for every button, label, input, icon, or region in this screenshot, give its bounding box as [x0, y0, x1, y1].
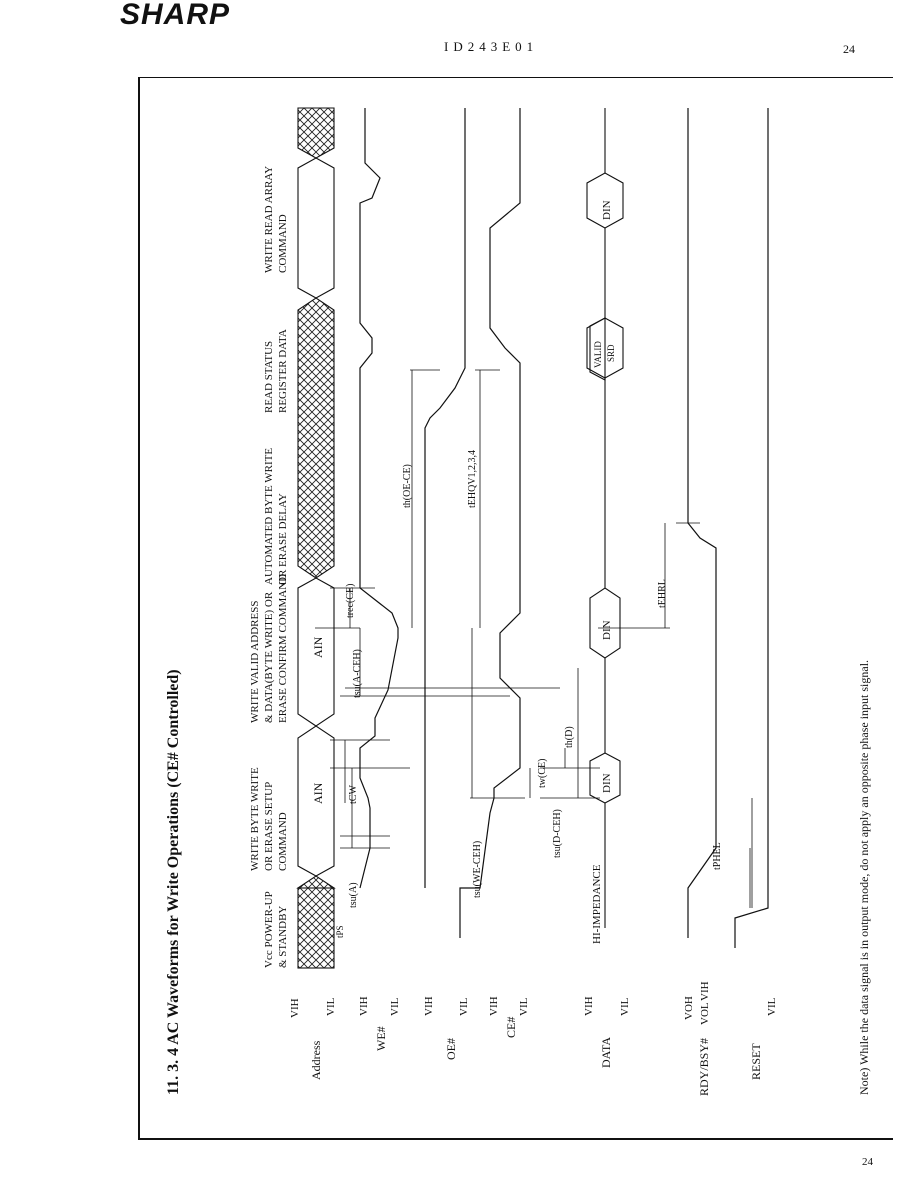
address-waveform: [298, 108, 334, 968]
phase-6-line-1: WRITE READ ARRAY: [263, 165, 275, 273]
level-rdy-low: VOL: [699, 1002, 711, 1025]
tehrl-label: tEHRL: [657, 579, 668, 608]
phase-6-line-2: COMMAND: [277, 214, 289, 273]
phase-4-line-2: OR ERASE DELAY: [277, 493, 289, 585]
page-number-bottom: 24: [862, 1156, 873, 1168]
signal-data: DATA: [599, 1036, 613, 1068]
phase-1-line-2: & STANDBY: [277, 905, 289, 968]
rotated-diagram: [165, 108, 871, 1096]
tsu-a-ceh-label: tsu(A-CEH): [352, 649, 363, 698]
signal-rdy: RDY/BSY#: [697, 1037, 711, 1096]
document-id: ID243E01: [444, 39, 539, 54]
tw-ce-label: tw(CE): [537, 758, 548, 788]
signal-ce: CE#: [504, 1016, 518, 1038]
phase-4-line-1: AUTOMATED BYTE WRITE: [263, 447, 275, 585]
level-rdy-high: VOH: [683, 996, 695, 1020]
phase-2-line-2: OR ERASE SETUP: [263, 781, 275, 871]
data-din-2: DIN: [601, 620, 613, 640]
page-number: 24: [843, 42, 855, 56]
level-we-high: VIH: [358, 996, 370, 1016]
tsu-d-ceh-label: tsu(D-CEH): [552, 809, 563, 858]
level-address-low: VIL: [325, 997, 337, 1016]
data-din-3: DIN: [601, 200, 613, 220]
data-din-1: DIN: [601, 773, 613, 793]
oe-waveform: [425, 108, 465, 888]
level-reset-low: VIL: [766, 997, 778, 1016]
tehqv-label: tEHQV1,2,3,4: [467, 449, 478, 508]
data-waveform: [587, 108, 623, 928]
signal-oe: OE#: [444, 1038, 458, 1060]
sharp-logo: SHARP: [120, 0, 231, 31]
th-oe-ce-label: th(OE-CE): [402, 464, 413, 508]
level-data-low: VIL: [619, 997, 631, 1016]
tps-label: tPS: [335, 925, 345, 938]
hi-impedance-label: HI-IMPEDANCE: [591, 864, 603, 944]
level-address-high: VIH: [289, 998, 301, 1018]
phase-3-line-3: ERASE CONFIRM COMMAND: [277, 573, 289, 723]
phase-5-line-2: REGISTER DATA: [277, 329, 289, 413]
ce-waveform: [460, 108, 520, 938]
address-ain-2: AIN: [311, 636, 325, 658]
figure-note: Note) While the data signal is in output mode, do not apply an opposite phase input signal.: [857, 659, 871, 1095]
level-ce-high: VIH: [488, 996, 500, 1016]
tphel-label: tPHEL: [712, 842, 723, 870]
reset-waveform: [735, 108, 768, 948]
valid-srd-line-2: SRD: [606, 344, 616, 362]
phase-2-line-1: WRITE BYTE WRITE: [249, 767, 261, 871]
figure-title: 11. 3. 4 AC Waveforms for Write Operations (CE# Controlled): [165, 669, 182, 1095]
phase-3-line-2: & DATA(BYTE WRITE) OR: [263, 591, 275, 723]
signal-reset: RESET: [749, 1043, 763, 1080]
phase-headers: [249, 166, 289, 968]
timing-guides: [315, 370, 750, 908]
level-data-high: VIH: [583, 996, 595, 1016]
tsu-a-label: tsu(A): [348, 882, 359, 908]
tcw-label: tCW: [348, 785, 359, 804]
signal-address: Address: [309, 1040, 323, 1080]
phase-1-line-1: Vcc POWER-UP: [263, 891, 275, 968]
level-reset-high: VIH: [699, 981, 711, 1001]
phase-5-line-1: READ STATUS: [263, 340, 275, 413]
level-labels: [289, 981, 778, 1025]
phase-3-line-1: WRITE VALID ADDRESS: [249, 600, 261, 723]
address-ain-1: AIN: [311, 782, 325, 804]
tsu-we-ceh-label: tsu(WE-CEH): [472, 840, 483, 898]
timing-arrows: [345, 370, 752, 908]
signal-we: WE#: [374, 1026, 388, 1051]
level-we-low: VIL: [389, 997, 401, 1016]
trec-ce-label: trec(CE): [345, 583, 356, 618]
level-oe-low: VIL: [458, 997, 470, 1016]
level-ce-low: VIL: [518, 997, 530, 1016]
valid-srd-line-1: VALID: [593, 341, 603, 368]
phase-2-line-3: COMMAND: [277, 812, 289, 871]
th-d-label: th(D): [564, 726, 575, 748]
we-waveform: [360, 108, 398, 888]
level-oe-high: VIH: [423, 996, 435, 1016]
